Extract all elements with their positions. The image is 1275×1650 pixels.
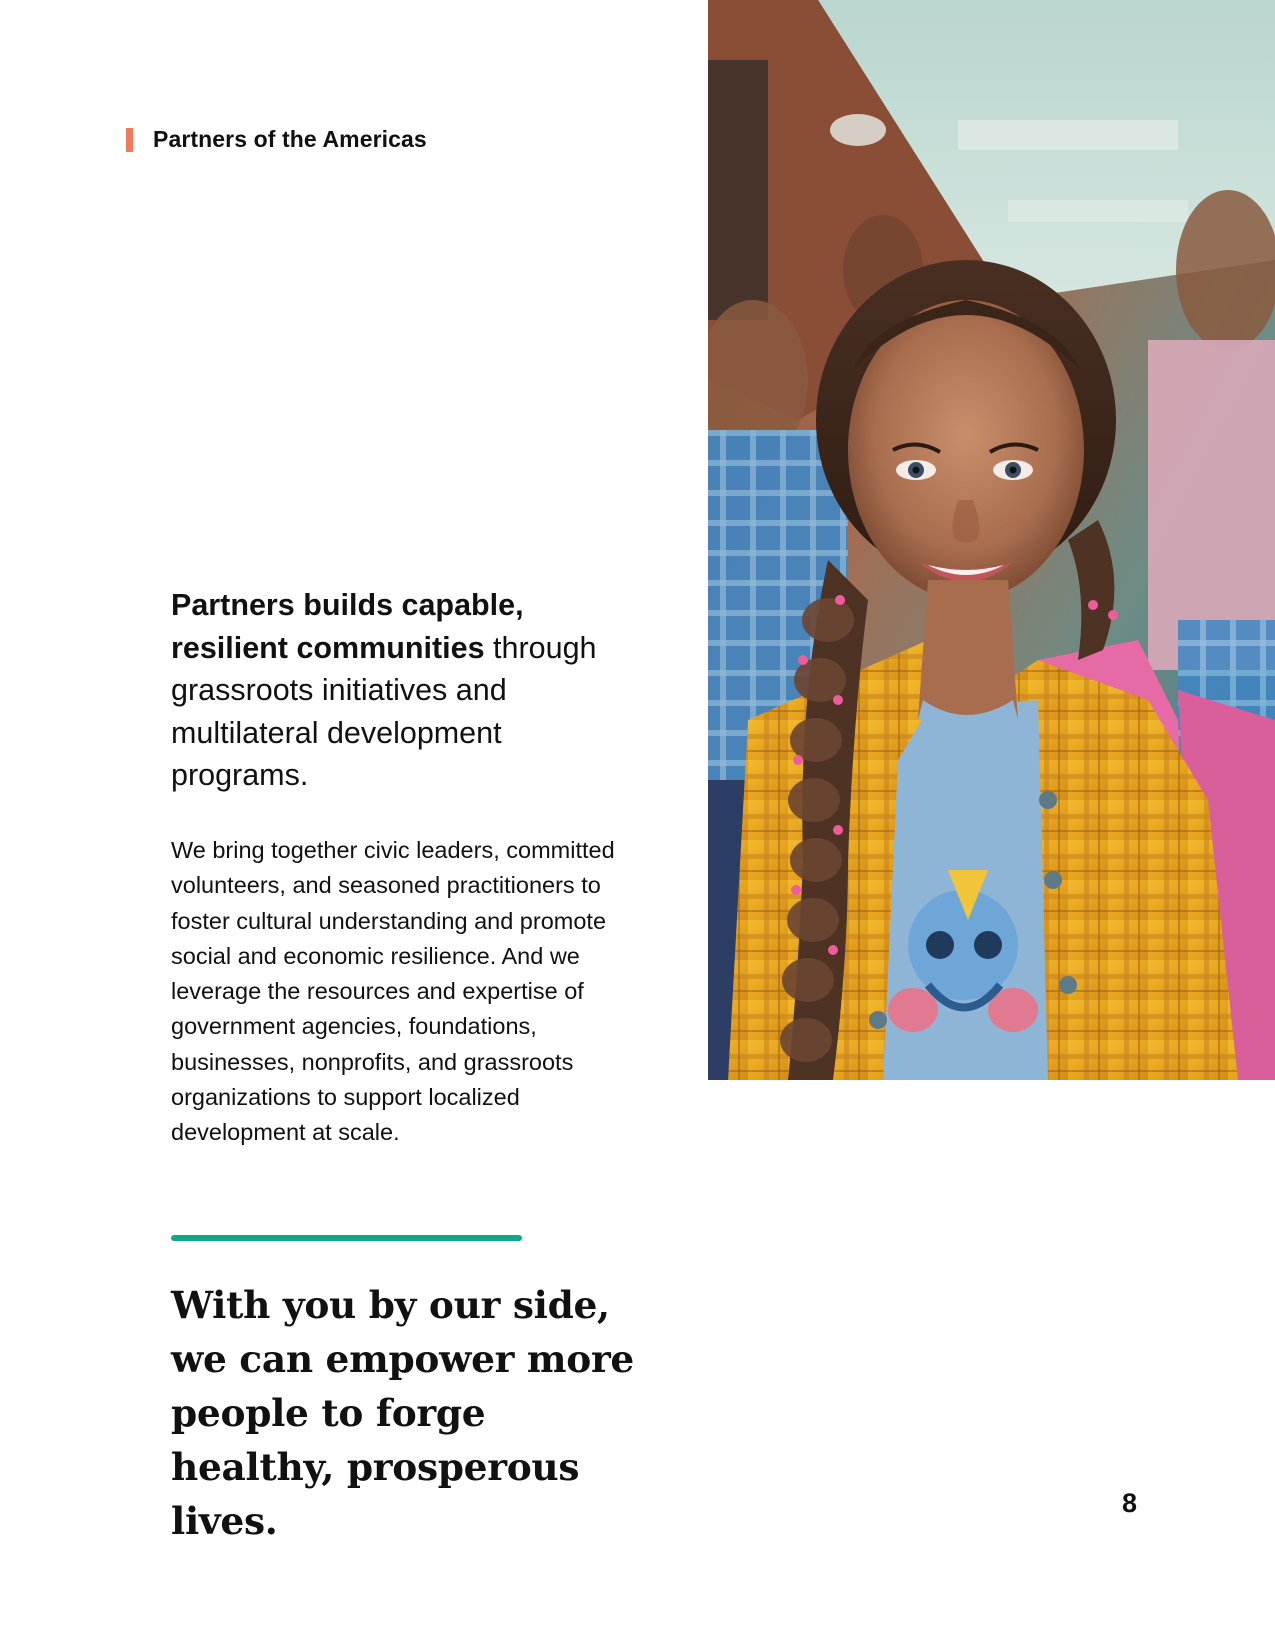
organization-name: Partners of the Americas [153, 126, 427, 152]
closing-headline: With you by our side, we can empower more people to forge healthy, prosperous lives. [171, 1283, 634, 1543]
lead-statement [171, 584, 611, 797]
lead-bold-text: Partners builds capable, resilient communities [171, 588, 524, 665]
hero-photo [708, 0, 1275, 1080]
document-header [126, 126, 427, 153]
header-accent-bar [126, 128, 133, 152]
page-number: 8 [1122, 1488, 1138, 1518]
section-divider [171, 1235, 522, 1241]
lead-rest-text: through grassroots initiatives and multilateral development programs. [171, 630, 597, 792]
photo-illustration [708, 0, 1275, 1080]
body-paragraph: We bring together civic leaders, committed volunteers, and seasoned practitioners to foster cultural understanding and promote social and economic resilience. And we leverage the resources and expertise of government agencies, foundations, businesses, nonprofits, and grassroots organizations to support localized development at scale. [171, 837, 615, 1146]
